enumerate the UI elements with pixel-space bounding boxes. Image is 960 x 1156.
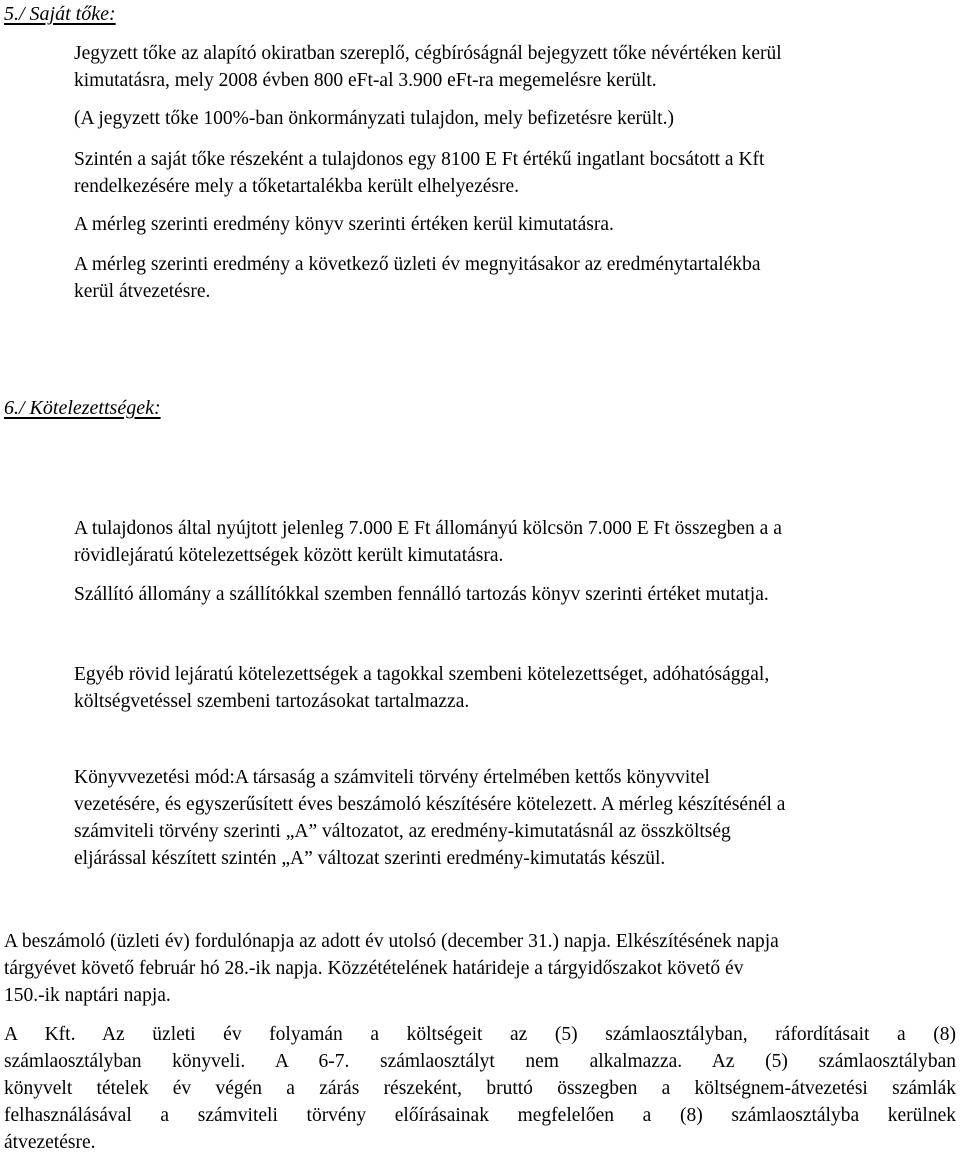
text-line: könyvelt tételek év végén a zárás részeként, bruttó összegben a költségnem-átvezetési számlák [4, 1078, 956, 1099]
section-5-paragraph-5 [74, 251, 958, 305]
text-line: Könyvvezetési mód:A társaság a számviteli törvény értelmében kettős könyvvitel [74, 767, 710, 788]
text-line: számlaosztályban könyveli. A 6-7. számlaosztályt nem alkalmazza. Az (5) számlaosztályban [4, 1051, 956, 1072]
text-line: Jegyzett tőke az alapító okiratban szereplő, cégbíróságnál bejegyzett tőke névértéken kerül [74, 43, 782, 64]
section-5-paragraph-4 [74, 211, 958, 238]
section-5-heading: 5./ Saját tőke: [4, 3, 116, 25]
text-line: kerül átvezetésre. [74, 281, 211, 302]
text-line: 150.-ik naptári napja. [4, 985, 171, 1006]
section-6-paragraph-3 [74, 661, 958, 715]
section-5-paragraph-1 [74, 40, 958, 94]
text-line: átvezetésre. [4, 1132, 96, 1153]
section-6-paragraph-1 [74, 515, 958, 569]
text-line: A beszámoló (üzleti év) fordulónapja az adott év utolsó (december 31.) napja. Elkészítésének napja [4, 931, 779, 952]
text-line: rendelkezésére mely a tőketartalékba került elhelyezésre. [74, 176, 519, 197]
text-line: Szintén a saját tőke részeként a tulajdonos egy 8100 E Ft értékű ingatlant bocsátott a Kft [74, 149, 765, 170]
text-line: A mérleg szerinti eredmény a következő üzleti év megnyitásakor az eredménytartalékba [74, 254, 761, 275]
text-line: A tulajdonos által nyújtott jelenleg 7.000 E Ft állományú kölcsön 7.000 E Ft összegben a a [74, 518, 782, 539]
section-5-paragraph-3 [74, 146, 958, 200]
text-line: költségvetéssel szembeni tartozásokat tartalmazza. [74, 691, 470, 712]
text-line: tárgyévet követő február hó 28.-ik napja. Közzétételének határideje a tárgyidőszakot követő év [4, 958, 744, 979]
section-6-heading: 6./ Kötelezettségek: [4, 397, 161, 419]
text-line: felhasználásával a számviteli törvény előírásainak megfelelően a (8) számlaosztályba kerülnek [4, 1105, 956, 1126]
text-line: rövidlejáratú kötelezettségek között került kimutatásra. [74, 545, 504, 566]
text-line: számviteli törvény szerinti „A” változatot, az eredmény-kimutatásnál az összköltség [74, 821, 731, 842]
section-6-paragraph-2 [74, 581, 958, 608]
text-line: kimutatásra, mely 2008 évben 800 eFt-al 3.900 eFt-ra megemelésre került. [74, 70, 657, 91]
text-line: Egyéb rövid lejáratú kötelezettségek a tagokkal szembeni kötelezettséget, adóhatósággal, [74, 664, 770, 685]
text-line: vezetésére, és egyszerűsített éves beszámoló készítésére kötelezett. A mérleg készítésénél a [74, 794, 786, 815]
closing-paragraph-1 [4, 928, 956, 1009]
text-line: (A jegyzett tőke 100%-ban önkormányzati tulajdon, mely befizetésre került.) [74, 108, 674, 129]
closing-paragraph-2 [4, 1021, 956, 1156]
section-5-paragraph-2 [74, 105, 958, 132]
text-line: A Kft. Az üzleti év folyamán a költségeit az (5) számlaosztályban, ráfordításait a (8) [4, 1024, 956, 1045]
text-line: eljárással készített szintén „A” változat szerinti eredmény-kimutatás készül. [74, 848, 666, 869]
text-line: Szállító állomány a szállítókkal szemben fennálló tartozás könyv szerinti értéket mutatja. [74, 584, 769, 605]
text-line: A mérleg szerinti eredmény könyv szerinti értéken kerül kimutatásra. [74, 214, 614, 235]
section-6-paragraph-4 [74, 764, 958, 872]
